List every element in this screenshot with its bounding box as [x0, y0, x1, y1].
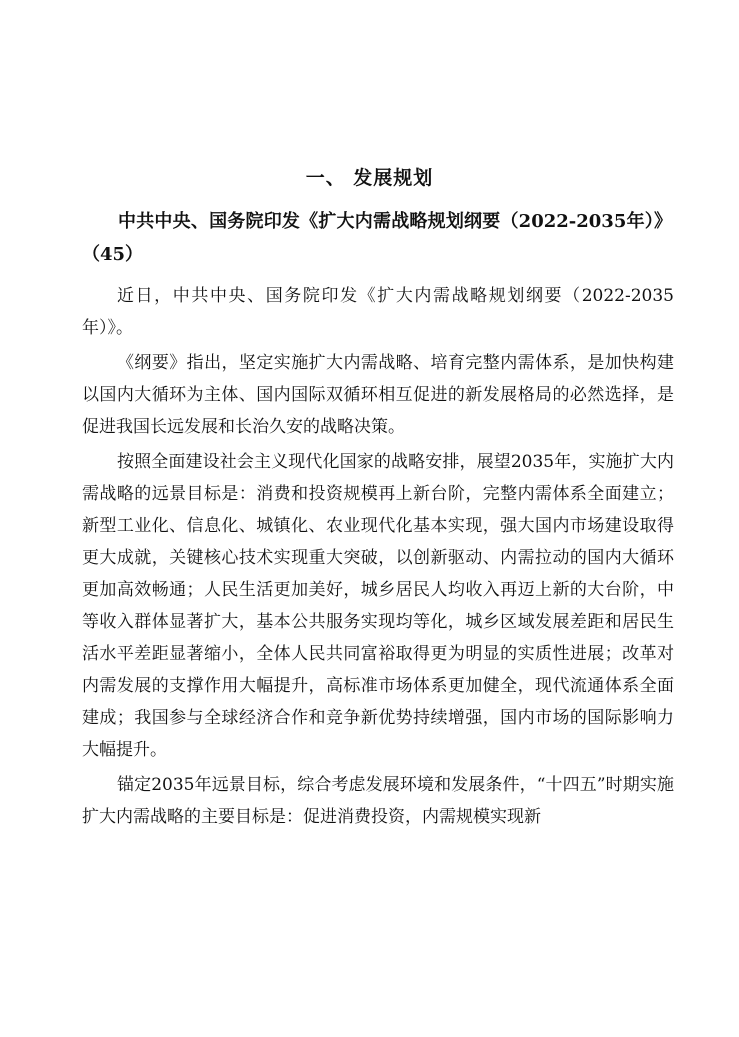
paragraph-14th-five-year-goals: 锚定2035年远景目标，综合考虑发展环境和发展条件，“十四五”时期实施扩大内需战略的主要目标是：促进消费投资，内需规模实现新 [82, 775, 674, 827]
paragraph-intro: 近日，中共中央、国务院印发《扩大内需战略规划纲要（2022-2035年）》。 [82, 286, 674, 338]
section-heading: 一、 发展规划 [305, 167, 434, 189]
article-body [82, 280, 674, 836]
paragraph-2035-goals: 按照全面建设社会主义现代化国家的战略安排，展望2035年，实施扩大内需战略的远景目标是：消费和投资规模再上新台阶，完整内需体系全面建立；新型工业化、信息化、城镇化、农业现代化基本实现，强大国内市场建设取得更大成就，关键核心技术实现重大突破，以创新驱动、内需拉动的国内大循环更加高效畅通；人民生活更加美好，城乡居民人均收入再迈上新的大台阶，中等收入群体显著扩大，基本公共服务实现均等化，城乡区域发展差距和居民生活水平差距显著缩小，全体人民共同富裕取得更为明显的实质性进展；改革对内需发展的支撑作用大幅提升，高标准市场体系更加健全，现代流通体系全面建成；我国参与全球经济合作和竞争新优势持续增强，国内市场的国际影响力大幅提升。 [82, 452, 674, 760]
article-title: 中共中央、国务院印发《扩大内需战略规划纲要（2022-2035年）》（45） [82, 211, 672, 265]
paragraph-significance: 《纲要》指出，坚定实施扩大内需战略、培育完整内需体系，是加快构建以国内大循环为主体、国内国际双循环相互促进的新发展格局的必然选择，是促进我国长远发展和长治久安的战略决策。 [82, 353, 674, 437]
